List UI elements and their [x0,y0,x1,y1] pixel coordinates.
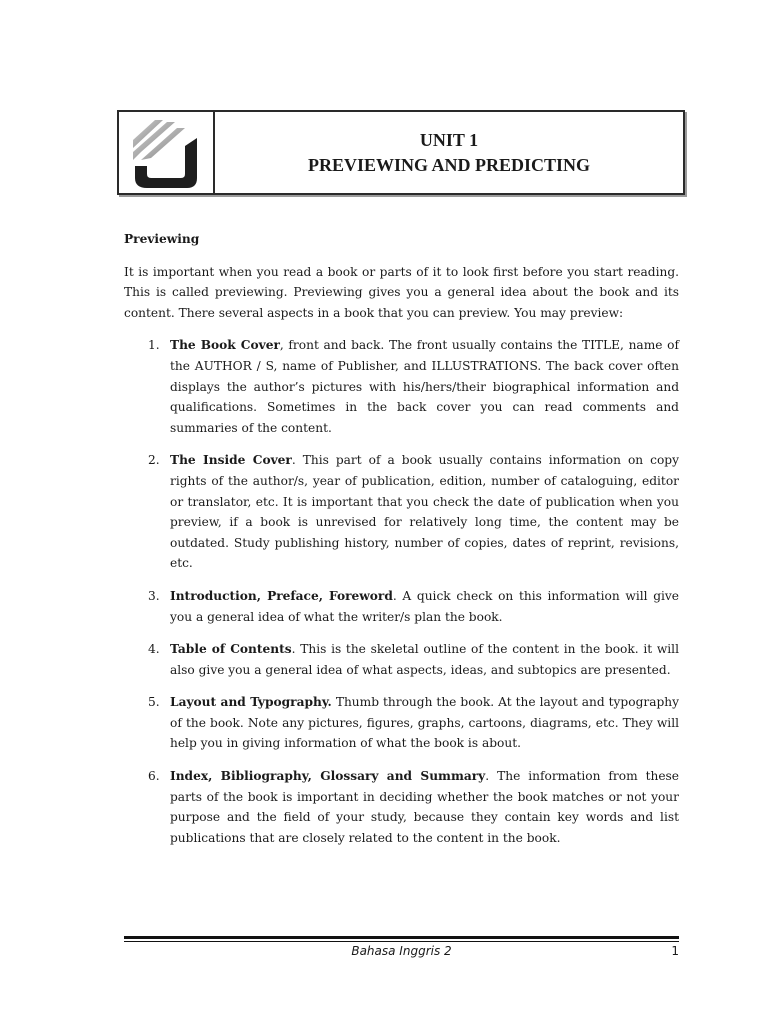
item-number: 4. [148,642,160,657]
preview-aspects-list [124,335,679,848]
item-number: 5. [148,695,160,710]
logo-cell [119,112,215,193]
item-number: 1. [148,338,160,353]
university-logo-icon [129,116,203,190]
item-text [170,766,679,848]
section-heading: Previewing [124,232,200,246]
item-description: Thumb through the book. At the layout and typography of the book. Note any pictures, figures, graphs, cartoons, diagrams, etc. They will help you in giving information of what the book is about. [170,695,679,751]
item-term: Index, Bibliography, Glossary and Summary [170,769,486,784]
item-text [170,450,679,574]
item-number: 2. [148,453,160,468]
list-item [124,335,679,438]
list-item [124,639,679,680]
footer-rule-thin [124,941,679,942]
unit-header-box [117,110,685,195]
item-description: . The information from these parts of the book is important in deciding whether the book matches or not your purpose and the field of your study, because they contain key words and list publications that are closely related to the content in the book. [170,769,679,845]
item-description: . This is the skeletal outline of the content in the book. it will also give you a general idea of what aspects, ideas, and subtopics are presented. [170,642,679,677]
intro-paragraph: It is important when you read a book or parts of it to look first before you start reading. This is called previewing. Previewing gives you a general idea about the book and its content. There several aspects in a book that you can preview. You may preview: [124,264,679,320]
page-title: PREVIEWING AND PREDICTING [307,154,591,175]
item-description: . A quick check on this information will give you a general idea of what the writer/s plan the book. [170,588,679,624]
document-body [124,229,679,860]
item-text [170,692,679,754]
item-description: , front and back. The front usually contains the TITLE, name of the AUTHOR / S, name of Publisher, and ILLUSTRATIONS. The back cover often displays the author’s pictures with his/hers/their biographical information and qualifications. Sometimes in the back cover you can read comments and summaries of the content. [170,338,679,435]
item-description: . This part of a book usually contains information on copy rights of the author/s, year of publication, edition, number of cataloguing, editor or translator, etc. It is important that you check the date of publication when you preview, if a book is unrevised for relatively long time, the content may be outdated. Study publishing history, number of copies, dates of reprint, revisions, etc. [170,453,679,571]
list-item [124,766,679,848]
footer-rule [124,936,679,939]
list-item [124,692,679,754]
unit-title-cell [215,112,683,193]
list-item [124,586,679,627]
item-term: Introduction, Preface, Foreword [170,588,393,603]
item-term: Layout and Typography. [170,695,332,710]
list-item [124,450,679,574]
item-term: The Inside Cover [170,453,292,468]
item-text [170,586,679,627]
item-text [170,639,679,680]
item-number: 3. [148,588,160,603]
footer-course-name: Bahasa Inggris 2 [351,944,452,958]
unit-number: UNIT 1 [419,129,479,150]
item-text [170,335,679,438]
item-term: The Book Cover [170,338,280,353]
item-term: Table of Contents [170,642,292,657]
item-number: 6. [148,769,160,784]
page-number: 1 [671,944,679,958]
